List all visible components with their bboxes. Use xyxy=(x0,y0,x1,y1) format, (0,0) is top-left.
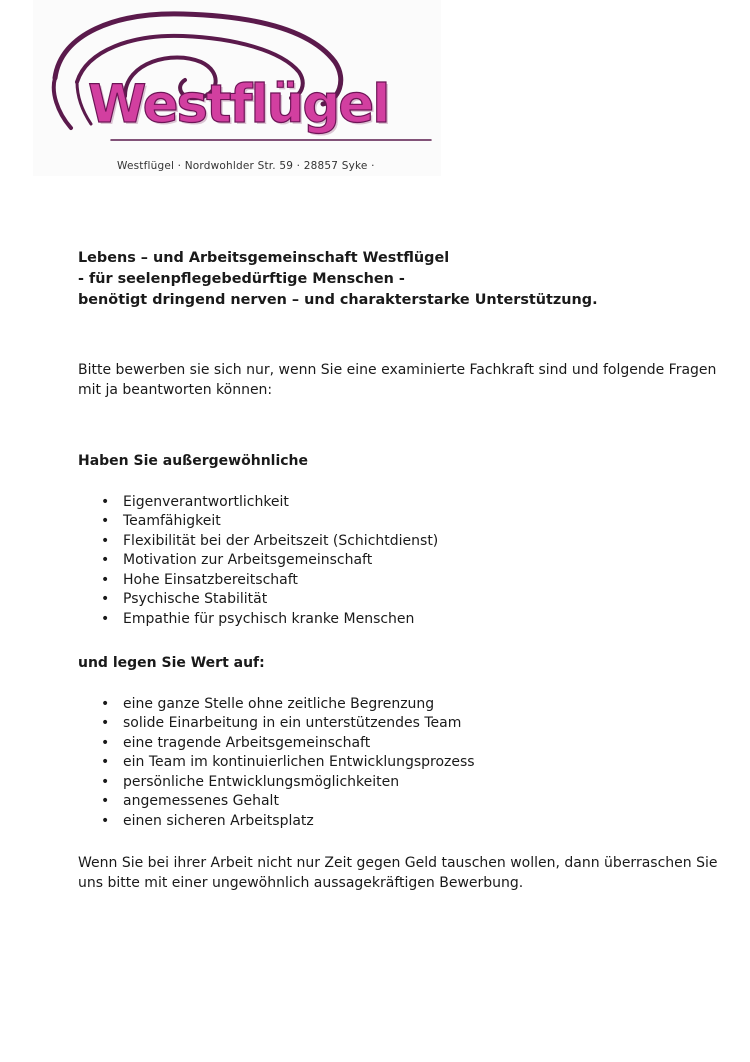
intro-paragraph: Bitte bewerben sie sich nur, wenn Sie eine examinierte Fachkraft sind und folgende Fragen mit ja beantworten können: xyxy=(78,362,717,398)
list-item: • Motivation zur Arbeitsgemeinschaft xyxy=(78,551,718,571)
list-item: • Psychische Stabilität xyxy=(78,590,718,610)
list-item: • Hohe Einsatzbereitschaft xyxy=(78,571,718,591)
headline-line-3: benötigt dringend nerven – und charakterstarke Unterstützung. xyxy=(78,292,598,308)
list-item: • eine tragende Arbeitsgemeinschaft xyxy=(78,734,718,754)
list-item: • einen sicheren Arbeitsplatz xyxy=(78,812,718,832)
list-item: • ein Team im kontinuierlichen Entwicklungsprozess xyxy=(78,753,718,773)
letterhead-logo xyxy=(33,0,441,176)
headline-line-2: - für seelenpflegebedürftige Menschen - xyxy=(78,271,405,287)
logo-address: Westflügel · Nordwohlder Str. 59 · 28857 Syke · xyxy=(117,160,375,172)
list-item: • angemessenes Gehalt xyxy=(78,792,718,812)
logo-wordmark: Westflügel xyxy=(88,74,389,135)
qualities-list xyxy=(78,493,718,630)
section-title-qualities: Haben Sie außergewöhnliche xyxy=(78,453,309,469)
list-item: • Flexibilität bei der Arbeitszeit (Schichtdienst) xyxy=(78,532,718,552)
list-item: • solide Einarbeitung in ein unterstützendes Team xyxy=(78,714,718,734)
list-item: • Eigenverantwortlichkeit xyxy=(78,493,718,513)
closing-paragraph: Wenn Sie bei ihrer Arbeit nicht nur Zeit gegen Geld tauschen wollen, dann überraschen Sie uns bitte mit einer ungewöhnlich aussagekräftigen Bewerbung. xyxy=(78,855,718,891)
headline xyxy=(78,248,718,311)
headline-line-1: Lebens – und Arbeitsgemeinschaft Westflügel xyxy=(78,250,450,266)
offers-list xyxy=(78,695,718,832)
list-item: • eine ganze Stelle ohne zeitliche Begrenzung xyxy=(78,695,718,715)
document-body xyxy=(78,248,718,893)
list-item: • persönliche Entwicklungsmöglichkeiten xyxy=(78,773,718,793)
list-item: • Empathie für psychisch kranke Menschen xyxy=(78,610,718,630)
list-item: • Teamfähigkeit xyxy=(78,512,718,532)
section-title-offers: und legen Sie Wert auf: xyxy=(78,655,265,671)
